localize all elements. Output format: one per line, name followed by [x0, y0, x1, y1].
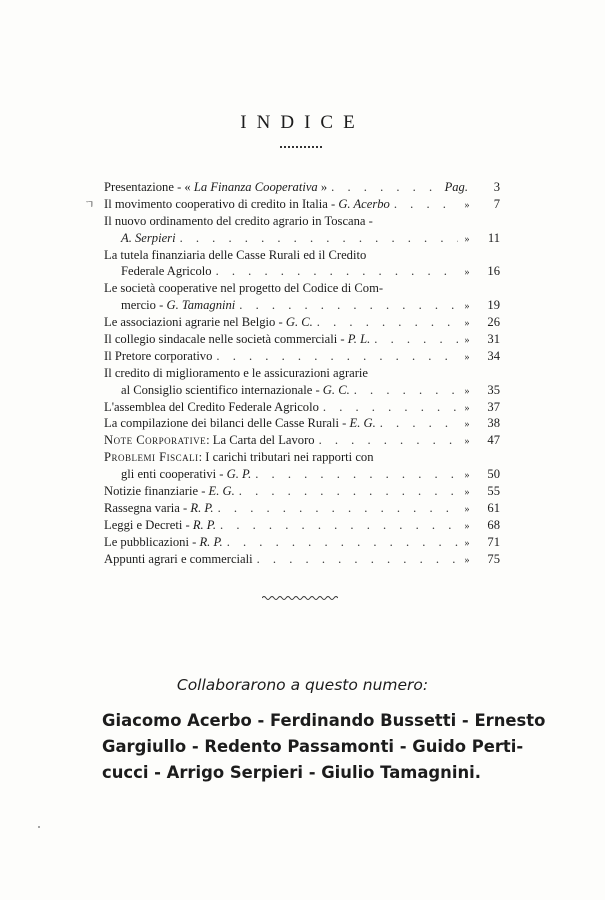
toc-page-number: 11 — [487, 230, 500, 245]
ditto-mark: » — [464, 520, 470, 532]
toc-page-number: 38 — [487, 416, 500, 431]
toc-page-number: 71 — [487, 534, 500, 549]
contributors-line: Giacomo Acerbo - Ferdinando Bussetti - Ernesto — [102, 711, 546, 730]
ditto-mark: » — [464, 487, 470, 499]
toc-entry-title: Presentazione - « La Finanza Cooperativa » — [104, 180, 328, 194]
toc-entry — [104, 314, 500, 331]
toc-entry — [104, 551, 500, 568]
dot-leader — [235, 297, 458, 314]
ditto-mark: » — [464, 351, 470, 363]
toc-entry — [104, 432, 500, 449]
margin-mark: ㄱ — [84, 198, 95, 211]
dot-leader — [253, 551, 458, 568]
toc-entry-title: Problemi Fiscali: I carichi tributari nei rapporti con — [104, 450, 374, 465]
ditto-mark: » — [464, 470, 470, 482]
toc-entry-title: Il Pretore corporativo — [104, 348, 213, 363]
toc-entry-title: La tutela finanziaria delle Casse Rurali ed il Credito — [104, 247, 367, 262]
toc-entry — [104, 399, 500, 416]
toc-entry — [104, 179, 500, 196]
ditto-mark: » — [464, 267, 470, 279]
toc-entry — [104, 517, 500, 534]
toc-entry — [104, 263, 500, 280]
toc-entry-title: Note Corporative: La Carta del Lavoro — [104, 433, 315, 448]
toc-entry-title: Le pubblicazioni - R. P. — [104, 534, 223, 549]
paper-speck — [38, 826, 40, 828]
ditto-mark: » — [464, 402, 470, 414]
toc-entry-title: Le associazioni agrarie nel Belgio - G. C. — [104, 315, 313, 330]
toc-page-number: 75 — [487, 551, 500, 566]
dot-leader — [370, 331, 458, 348]
toc-page-number: 50 — [487, 467, 500, 482]
dot-leader — [214, 500, 458, 517]
toc-entry — [104, 348, 500, 365]
toc-page-number: 47 — [487, 433, 500, 448]
contributors-list — [102, 708, 546, 786]
toc-page-number: 61 — [487, 500, 500, 515]
toc-entry — [104, 365, 500, 382]
toc-page-number: 7 — [493, 196, 500, 211]
dot-leader — [212, 263, 458, 280]
ditto-mark: » — [464, 318, 470, 330]
dot-leader — [376, 415, 458, 432]
toc-page-number: 68 — [487, 517, 500, 532]
toc-entry-title: Il movimento cooperativo di credito in Italia - G. Acerbo — [104, 196, 390, 211]
dot-leader — [390, 196, 458, 213]
toc-page-number: 35 — [487, 382, 500, 397]
toc-entry — [104, 534, 500, 551]
title-ornament-rule — [280, 146, 322, 148]
toc-entry-title: Notizie finanziarie - E. G. — [104, 484, 235, 499]
dot-leader — [223, 534, 458, 551]
toc-page-number: 16 — [487, 264, 500, 279]
dot-leader — [350, 382, 458, 399]
toc-entry-title: Appunti agrari e commerciali — [104, 551, 253, 566]
dot-leader — [313, 314, 458, 331]
toc-page-number: 3 — [493, 180, 500, 194]
toc-entry-title: L'assemblea del Credito Federale Agricolo — [104, 399, 319, 414]
toc-entry — [104, 280, 500, 297]
dot-leader — [235, 483, 458, 500]
toc-entry-title: Le società cooperative nel progetto del Codice di Com- — [104, 281, 384, 296]
page-title: INDICE — [240, 112, 365, 133]
toc-entry — [104, 247, 500, 264]
wavy-divider — [262, 594, 338, 602]
ditto-mark: » — [464, 419, 470, 431]
ditto-mark: » — [464, 436, 470, 448]
toc-entry-title: La compilazione dei bilanci delle Casse Rurali - E. G. — [104, 416, 376, 431]
dot-leader — [216, 517, 458, 534]
dot-leader — [251, 466, 458, 483]
contributors-heading: Collaborarono a questo numero: — [176, 676, 429, 694]
toc-entry — [104, 382, 500, 399]
toc-entry — [104, 500, 500, 517]
contributors-line: Gargiullo - Redento Passamonti - Guido Perti- — [102, 737, 524, 756]
toc-entry — [104, 415, 500, 432]
toc-entry — [104, 230, 500, 247]
toc-entry — [104, 466, 500, 483]
toc-entry-title: gli enti cooperativi - G. P. — [121, 467, 252, 482]
toc-entry — [104, 213, 500, 230]
dot-leader — [176, 230, 458, 247]
dot-leader — [315, 432, 458, 449]
page-label: Pag. — [444, 180, 468, 194]
ditto-mark: » — [464, 537, 470, 549]
toc-entry-title: Rassegna varia - R. P. — [104, 500, 214, 515]
toc-page-number: 31 — [487, 332, 500, 347]
dot-leader — [327, 179, 444, 196]
toc-entry-title: Il collegio sindacale nelle società commerciali - P. L. — [104, 332, 371, 347]
ditto-mark: » — [464, 554, 470, 566]
dot-leader — [212, 348, 458, 365]
contributors-line: cucci - Arrigo Serpieri - Giulio Tamagnini. — [102, 763, 481, 782]
dot-leader — [319, 399, 458, 416]
toc-entry-title: Leggi e Decreti - R. P. — [104, 517, 217, 532]
toc-entry-title: Il nuovo ordinamento del credito agrario in Toscana - — [104, 213, 373, 228]
toc-entry — [104, 483, 500, 500]
ditto-mark: » — [464, 301, 470, 313]
toc-entry-title: A. Serpieri — [121, 230, 176, 245]
toc-entry-title: mercio - G. Tamagnini — [121, 298, 236, 313]
toc-entry — [104, 331, 500, 348]
ditto-mark: » — [464, 233, 470, 245]
ditto-mark: » — [464, 335, 470, 347]
toc-page-number: 55 — [487, 484, 500, 499]
toc-entry — [84, 196, 500, 213]
toc-entry-title: Il credito di miglioramento e le assicurazioni agrarie — [104, 365, 369, 380]
toc-page-number: 26 — [487, 315, 500, 330]
toc-page-number: 19 — [487, 298, 500, 313]
table-of-contents — [84, 179, 500, 567]
ditto-mark: » — [464, 385, 470, 397]
toc-entry-title: al Consiglio scientifico internazionale - G. C. — [121, 382, 350, 397]
toc-entry-title: Federale Agricolo — [121, 264, 212, 279]
toc-page-number: 37 — [487, 399, 500, 414]
toc-page-number: 34 — [487, 348, 500, 363]
ditto-mark: » — [464, 503, 470, 515]
toc-entry — [104, 297, 500, 314]
ditto-mark: » — [464, 199, 470, 211]
toc-entry — [104, 449, 500, 466]
